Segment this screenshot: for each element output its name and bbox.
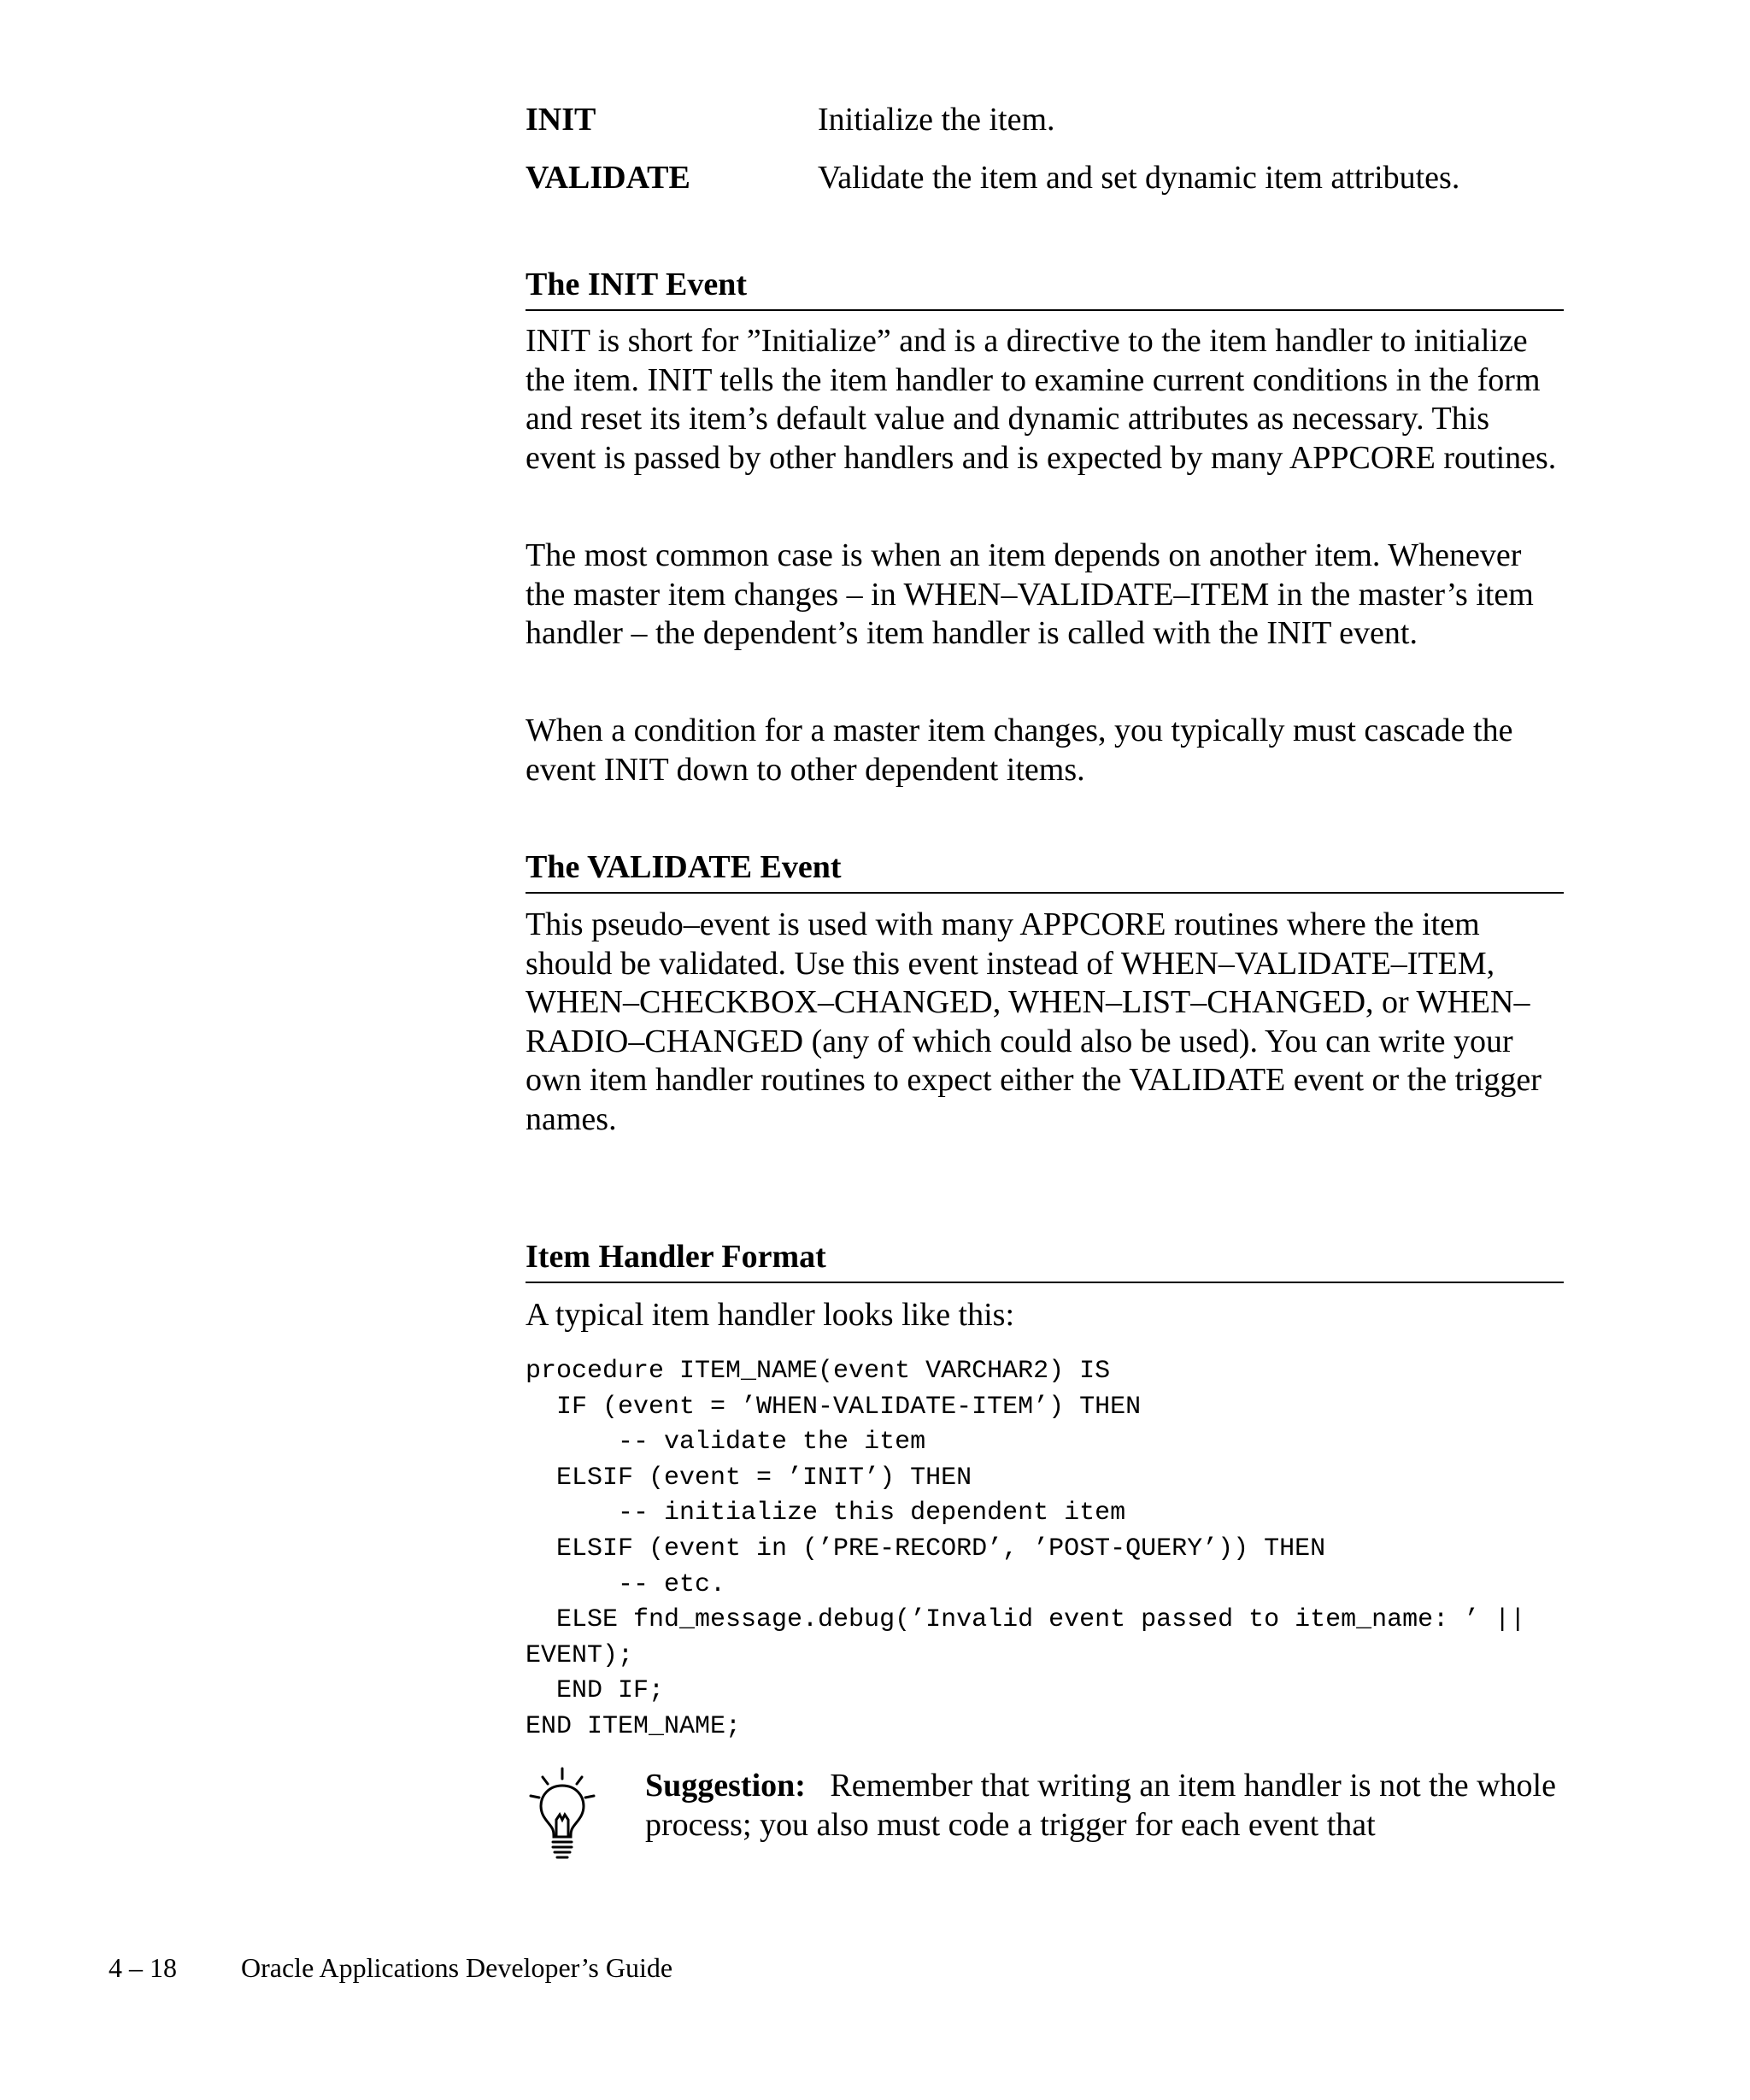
definition-term: INIT — [526, 102, 596, 138]
lightbulb-icon — [526, 1767, 645, 1865]
init-paragraph-2: The most common case is when an item depends on another item. Whenever the master item changes – in WHEN–VALIDATE–ITEM in the master’s item handler – the dependent’s item handler is called with the INIT event. — [526, 537, 1534, 651]
init-paragraph-1: INIT is short for ”Initialize” and is a directive to the item handler to initialize the item. INIT tells the item handler to examine current conditions in the form and reset its item’s default value and dynamic attributes as necessary. This event is passed by other handlers and is expected by many APPCORE routines. — [526, 323, 1557, 476]
definition-row-init — [526, 101, 1564, 159]
validate-paragraph: This pseudo–event is used with many APPCORE routines where the item should be validated. Use this event instead of WHEN–VALIDATE–ITEM, WHEN–CHECKBOX–CHANGED, WHEN–LIST–CHANGED, or WHEN–RADIO–CHANGED (any of which could also be used). You can write your own item handler routines to expect either the VALIDATE event or the trigger names. — [526, 906, 1542, 1137]
format-intro: A typical item handler looks like this: — [526, 1297, 1015, 1333]
suggestion-text-block — [645, 1767, 1577, 1865]
definition-term: VALIDATE — [526, 160, 690, 196]
init-paragraph-3: When a condition for a master item changes, you typically must cascade the event INIT down to other dependent items. — [526, 713, 1513, 788]
definition-description: Initialize the item. — [818, 102, 1055, 138]
definition-row-validate — [526, 159, 1564, 217]
suggestion-body: Remember that writing an item handler is not the whole process; you also must code a trigger for each event that — [645, 1768, 1556, 1843]
suggestion-note — [526, 1767, 1577, 1865]
definition-description: Validate the item and set dynamic item attributes. — [818, 160, 1460, 196]
validate-event-heading: The VALIDATE Event — [526, 848, 1564, 894]
code-sample: procedure ITEM_NAME(event VARCHAR2) IS IF (event = ’WHEN-VALIDATE-ITEM’) THEN -- validate the item ELSIF (event = ’INIT’) THEN -- initialize this dependent item ELSIF (event in (’PRE-RECORD’, ’POST-QUERY’)) THEN -- etc. ELSE fnd_message.debug(’Invalid event passed to item_name: ’ || EVENT); END IF; END ITEM_NAME; — [526, 1357, 1526, 1741]
suggestion-label: Suggestion: — [645, 1768, 806, 1804]
item-handler-format-heading: Item Handler Format — [526, 1237, 1564, 1283]
book-title: Oracle Applications Developer’s Guide — [241, 1952, 673, 1983]
definition-list — [526, 101, 1564, 217]
page-footer — [109, 1952, 672, 1984]
page-number: 4 – 18 — [109, 1952, 177, 1983]
init-event-heading: The INIT Event — [526, 265, 1564, 311]
